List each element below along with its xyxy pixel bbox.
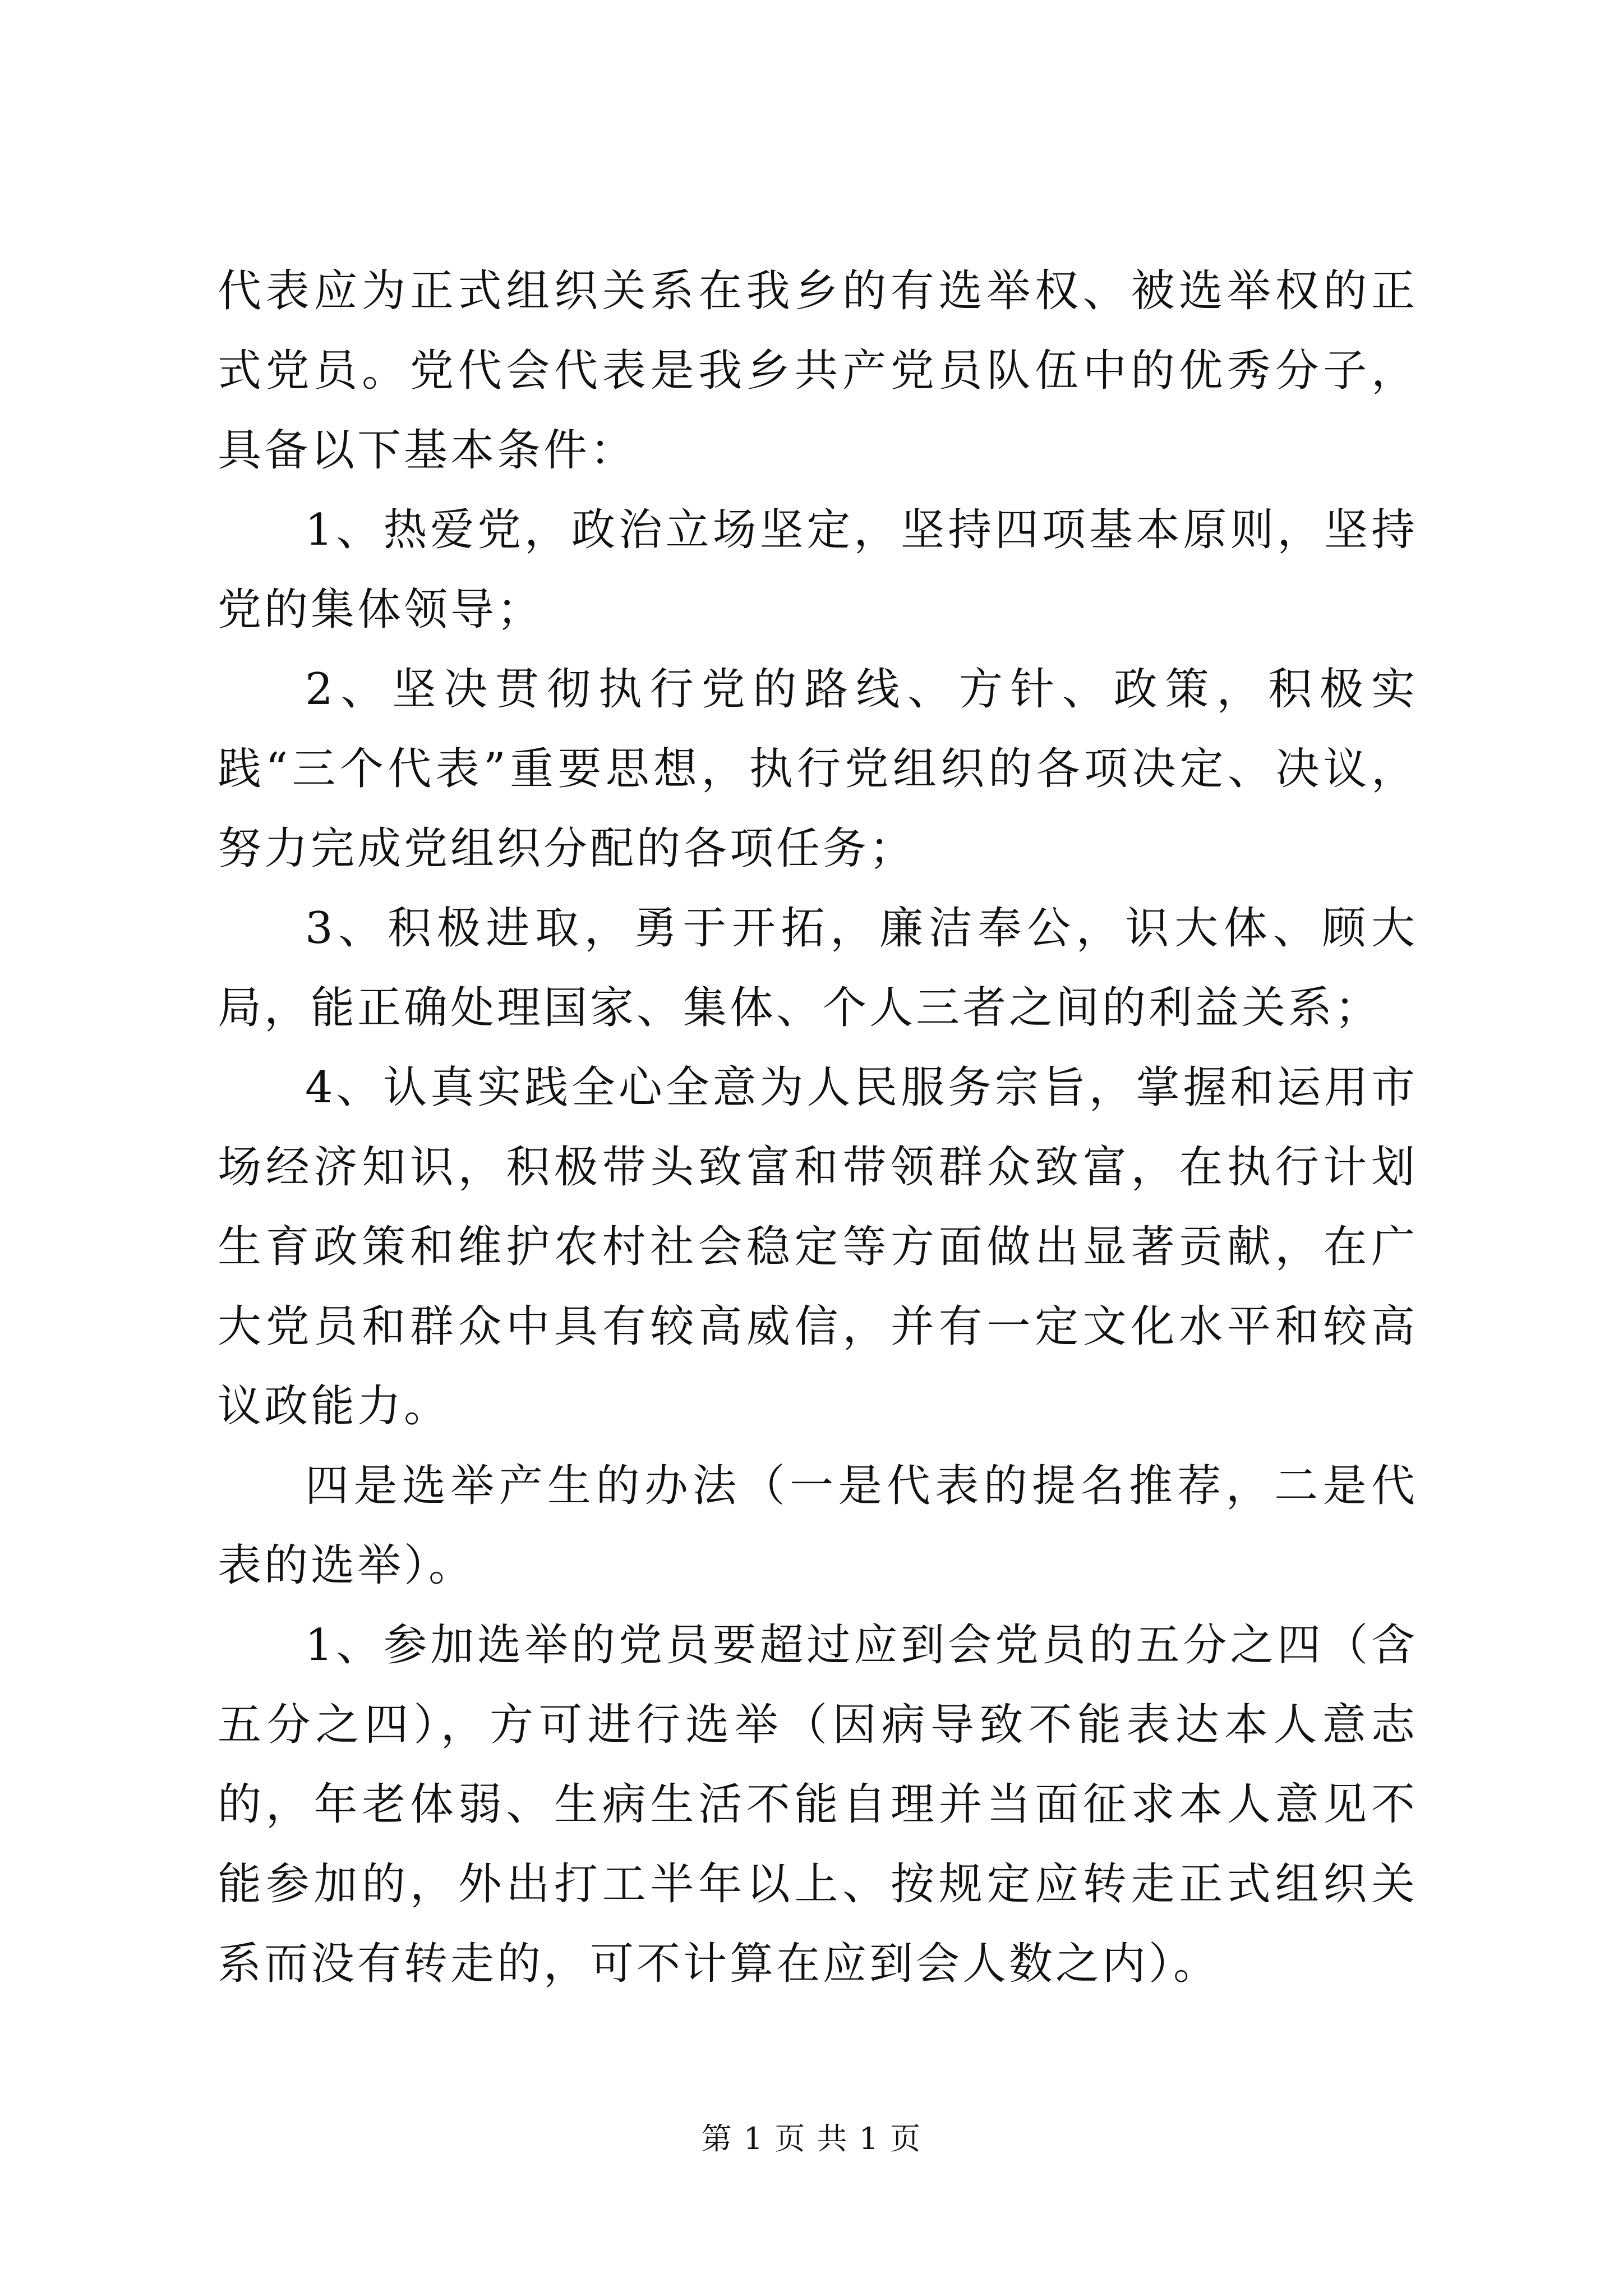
page-footer: 第 1 页 共 1 页 — [701, 2121, 922, 2156]
document-body — [218, 251, 1418, 2004]
paragraph-election-method: 四是选举产生的办法（一是代表的提名推荐，二是代表的选举）。 — [218, 1461, 1418, 1591]
paragraph-condition-2: 2、坚决贯彻执行党的路线、方针、政策，积极实践“三个代表”重要思想，执行党组织的各项决定、决议，努力完成党组织分配的各项任务； — [218, 664, 1418, 874]
paragraph-condition-1: 1、热爱党，政治立场坚定，坚持四项基本原则，坚持党的集体领导； — [218, 505, 1418, 635]
paragraph-condition-4: 4、认真实践全心全意为人民服务宗旨，掌握和运用市场经济知识，积极带头致富和带领群众致富，在执行计划生育政策和维护农村社会稳定等方面做出显著贡献，在广大党员和群众中具有较高威信，并有一定文化水平和较高议政能力。 — [218, 1062, 1418, 1432]
paragraph-eligibility-intro: 代表应为正式组织关系在我乡的有选举权、被选举权的正式党员。党代会代表是我乡共产党员队伍中的优秀分子，具备以下基本条件： — [218, 266, 1418, 476]
paragraph-election-rule-1: 1、参加选举的党员要超过应到会党员的五分之四（含五分之四），方可进行选举（因病导致不能表达本人意志的，年老体弱、生病生活不能自理并当面征求本人意见不能参加的，外出打工半年以上、按规定应转走正式组织关系而没有转走的，可不计算在应到会人数之内）。 — [218, 1620, 1418, 1989]
paragraph-condition-3: 3、积极进取，勇于开拓，廉洁奉公，识大体、顾大局，能正确处理国家、集体、个人三者之间的利益关系； — [218, 903, 1418, 1033]
